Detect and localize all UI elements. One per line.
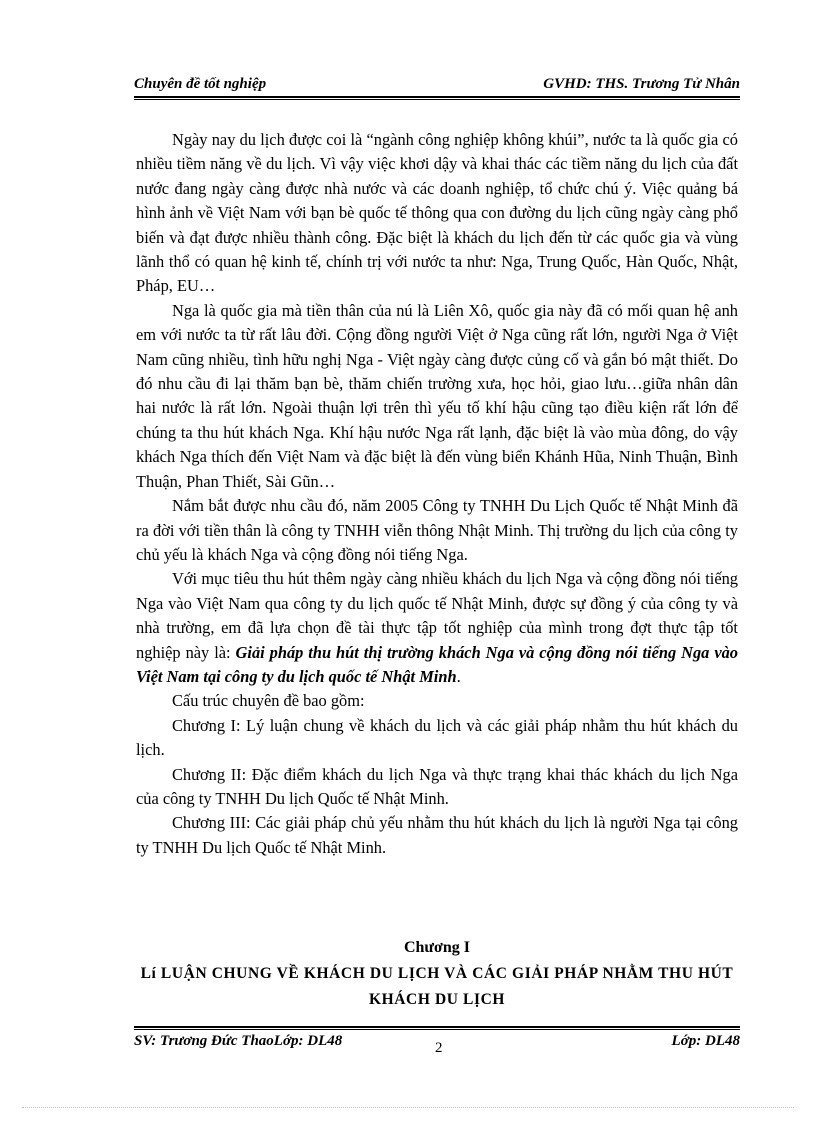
page-number: 2 (435, 1040, 443, 1056)
footer-student: SV: Trương Đức ThaoLớp: DL48 (134, 1033, 343, 1049)
header-supervisor: GVHD: THS. Trương Tử Nhân (543, 76, 740, 92)
thesis-title: Giải pháp thu hút thị trường khách Nga và cộng đồng nói tiếng Nga vào Việt Nam tại công ty du lịch quốc tế Nhật Minh (136, 642, 739, 686)
paragraph-structure: Cấu trúc chuyên đề bao gồm: (172, 691, 365, 711)
header-rule (134, 96, 740, 98)
paragraph-chapter-1: Chương I: Lý luận chung về khách du lịch và các giải pháp nhằm thu hút khách du lịch. (136, 715, 738, 760)
page-bottom-dotted-line (22, 1107, 794, 1108)
paragraph-topic-text: Với mục tiêu thu hút thêm ngày càng nhiều khách du lịch Nga và cộng đồng nói tiếng Nga vào Việt Nam qua công ty du lịch quốc tế Nhật Minh, được sự đồng ý của công ty và nhà trường, em đã lựa chọn đề tài thực tập tốt nghiệp của mình trong đợt thực tập tốt nghiệp này là: (136, 569, 738, 662)
body-text (136, 128, 738, 860)
footer-rule-thin (134, 1029, 740, 1030)
chapter-title: Lí LUẬN CHUNG VỀ KHÁCH DU LỊCH VÀ CÁC GIẢI PHÁP NHẰM THU HÚT KHÁCH DU LỊCH (140, 965, 734, 1008)
page-header (134, 76, 740, 98)
paragraph-chapter-2: Chương II: Đặc điểm khách du lịch Nga và thực trạng khai thác khách du lịch Nga của công ty TNHH Du lịch Quốc tế Nhật Minh. (136, 764, 738, 808)
paragraph-intro: Ngày nay du lịch được coi là “ngành công nghiệp không khúi”, nước ta là quốc gia có nhiều tiềm năng về du lịch. Vì vậy việc khơi dậy và khai thác các tiềm năng du lịch của đất nước đang ngày càng được nhà nước và các doanh nghiệp, tổ chức chú ý. Việc quảng bá hình ảnh về Việt Nam với bạn bè quốc tế thông qua con đường du lịch cũng ngày càng phổ biến và đạt được nhiều thành công. Đặc biệt là khách du lịch đến từ các quốc gia và vùng lãnh thổ có quan hệ kinh tế, chính trị với nước ta như: Nga, Trung Quốc, Hàn Quốc, Nhật, Pháp, EU… (136, 130, 738, 296)
paragraph-company: Nắm bắt được nhu cầu đó, năm 2005 Công ty TNHH Du Lịch Quốc tế Nhật Minh đã ra đời với tiền thân là công ty TNHH viễn thông Nhật Minh. Thị trường du lịch của công ty chủ yếu là khách Nga và cộng đồng nói tiếng Nga. (136, 496, 738, 564)
paragraph-russia: Nga là quốc gia mà tiền thân của nú là Liên Xô, quốc gia này đã có mối quan hệ anh em với nước ta từ rất lâu đời. Cộng đồng người Việt ở Nga cũng rất lớn, người Nga ở Việt Nam cũng nhiều, tình hữu nghị Nga - Việt ngày càng được củng cố và gắn bó mật thiết. Do đó nhu cầu đi lại thăm bạn bè, thăm chiến trường xưa, học hỏi, giao lưu…giữa nhân dân hai nước là rất lớn. Ngoài thuận lợi trên thì yếu tố khí hậu cũng tạo điều kiện rất lớn để chúng ta thu hút khách Nga. Khí hậu nước Nga rất lạnh, đặc biệt là vào mùa đông, do vậy khách Nga thích đến Việt Nam và đặc biệt là đến vùng biển Khánh Hũa, Ninh Thuận, Bình Thuận, Phan Thiết, Sài Gũn… (136, 300, 738, 491)
header-document-type: Chuyên đề tốt nghiệp (134, 76, 267, 92)
chapter-heading (136, 935, 738, 1013)
footer-rule (134, 1026, 740, 1028)
paragraph-chapter-3: Chương III: Các giải pháp chủ yếu nhằm thu hút khách du lịch là người Nga tại công ty TNHH Du lịch Quốc tế Nhật Minh. (136, 813, 738, 857)
footer-class: Lớp: DL48 (671, 1033, 740, 1049)
paragraph-topic (136, 567, 738, 689)
paragraph-topic-end: . (456, 666, 461, 686)
header-rule-thin (134, 99, 740, 100)
chapter-number: Chương I (403, 939, 471, 956)
